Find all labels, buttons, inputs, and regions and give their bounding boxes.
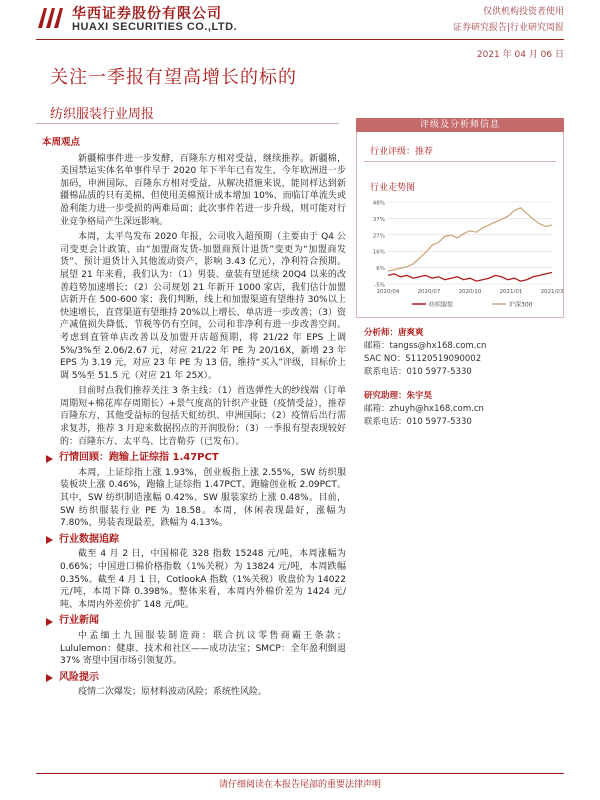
heading-industry-news bbox=[46, 615, 346, 628]
chart-xtick-label: 2020/10 bbox=[458, 289, 482, 295]
chart-xtick-label: 2021/03 bbox=[540, 289, 564, 295]
analyst-1-block bbox=[364, 327, 486, 379]
main-content bbox=[42, 137, 346, 702]
company-name-en: HUAXI SECURITIES CO.,LTD. bbox=[72, 21, 238, 33]
chart-ytick-label: -5% bbox=[374, 282, 385, 289]
paragraph-peacebird: 本周，太平鸟发布 2020 年报，公司收入超预期（主要由于 Q4 公司变更会计政策、由“加盟商发货-加盟商预计退货”变更为“加盟商发货”、预计退货计入其他流动资产，影响 3.43 亿元），净利符合预期。展望 21 年来看，我们认为：（1）男装、童装有望延续 20Q4 以来的改善趋势加速增长；（2）公司规划 21 年新开 1000 家店，我们估计加盟店新开在 500-600 家；我们判断，线上和加盟渠道有望维持 30%以上快速增长，直营渠道有望维持 20%以上增长、单店进一步改善；（3）资产减值损失降低、节税等仍有空间，公司和非净利有进一步改善空间。考虑到直管单店改善以及加盟开店超预期，将 21/22 年 EPS 上调 5%/3%至 2.06/2.67 元，对应 21/22 年 PE 为 20/16X，新增 23 年 EPS 为 3.19 元，对应 23 年 PE 为 13 倍，维持“买入”评级，目标价上调 5%至 51.5 元（对应 21 年 25X）。 bbox=[60, 232, 346, 381]
chart-ytick-label: 6% bbox=[376, 266, 385, 273]
chart-ytick-label: 16% bbox=[372, 249, 385, 256]
analyst-2-block bbox=[364, 390, 484, 429]
chart-series-line-2 bbox=[388, 208, 552, 271]
arrow-icon bbox=[46, 618, 53, 626]
report-title: 关注一季报有望高增长的标的 bbox=[50, 67, 297, 88]
chart-legend-label: 沪深300 bbox=[509, 301, 533, 309]
rating-divider bbox=[364, 161, 556, 162]
arrow-icon bbox=[46, 455, 53, 463]
heading-market-review-text: 行情回顾：跑输上证综指 1.47PCT bbox=[59, 452, 219, 464]
analyst-2-name: 研究助理：朱宇昊 bbox=[364, 391, 433, 401]
chart-ytick-label: 37% bbox=[372, 216, 385, 223]
chart-ytick-label: 48% bbox=[372, 200, 385, 207]
paragraph-main-lines: 目前时点我们推荐关注 3 条主线：（1）首选弹性大的纱线端（订单周期短+棉花库存周期长）+景气度高的针织产业链（疫情受益），推荐百隆东方，其他受益标的包括天虹纺织、申洲国际；（2）疫情后出行需求复苏，推荐 3 月迎来数据拐点的开润股份；（3）一季报有望表现较好的：百隆东方、太平鸟、比音勒芬（已发布）。 bbox=[60, 386, 346, 447]
industry-rating: 行业评级：推荐 bbox=[370, 147, 434, 157]
footer-divider bbox=[36, 773, 564, 774]
chart-xtick-label: 2020/04 bbox=[376, 289, 400, 295]
heading-industry-news-text: 行业新闻 bbox=[59, 615, 99, 627]
analyst-1-email[interactable]: 邮箱：tangss@hx168.com.cn bbox=[364, 341, 487, 351]
paragraph-industry-news: 中孟缅土九国服装制造商：联合抗议零售商霸王条款；Lululemon：健康、技术和社区——成功法宝；SMCP：全年盈利倒退 37% 寄望中国市场引领复苏。 bbox=[60, 630, 346, 667]
chart-xtick-label: 2021/01 bbox=[499, 289, 523, 295]
analyst-1-sac: SAC NO：S1120519090002 bbox=[364, 354, 482, 364]
analyst-1-phone: 联系电话：010 5977-5330 bbox=[364, 367, 472, 377]
arrow-icon bbox=[46, 674, 53, 682]
chart-title: 行业走势图 bbox=[370, 183, 416, 193]
section-label-views: 本周观点 bbox=[42, 137, 81, 148]
legal-disclaimer[interactable]: 请仔细阅读在本报告尾部的重要法律声明 bbox=[218, 780, 381, 790]
analyst-2-phone: 联系电话：010 5977-5330 bbox=[364, 417, 472, 427]
analyst-1-name: 分析师：唐爽爽 bbox=[364, 328, 424, 338]
heading-data-tracking bbox=[46, 534, 346, 547]
chart-ytick-label: 27% bbox=[372, 233, 385, 240]
paragraph-data-tracking: 截至 4 月 2 日，中国棉花 328 指数 15248 元/吨，本周涨幅为 0.66%；中国进口棉价格指数（1%关税）为 13824 元/吨，本周跌幅 0.35%。截至 4 月 1 日，CotlookA 指数（1%关税）收盘价为 14022 元/吨，本周下降 0.398%。整体来看，本周内外棉价差为 1424 元/吨、本周内外差价扩 148 元/吨。 bbox=[60, 549, 346, 610]
paragraph-cotton-event: 新疆棉事件进一步发酵，百隆东方相对受益，继续推荐。新疆棉，美国禁运实体名单事件早于 2020 年下半年已有发生，今年欧洲进一步加码，申洲国际、百隆东方相对受益，从解决措施来说，能同样达到新疆棉品质的只有美棉、但使用美棉预计成本增加 10%、而临订单流失或盈利能力进一步受损的两难局面；此次事件若进一步升级，则可能对行业竞争格局产生深远影响。 bbox=[60, 153, 346, 227]
industry-trend-chart bbox=[362, 196, 564, 312]
analyst-2-email[interactable]: 邮箱：zhuyh@hx168.com.cn bbox=[364, 404, 484, 414]
arrow-icon bbox=[46, 536, 53, 544]
company-logo bbox=[36, 6, 66, 30]
report-type: 证券研究报告|行业研究周报 bbox=[452, 23, 564, 33]
industry-subtitle: 纺织服装行业周报 bbox=[50, 107, 155, 122]
company-name-cn: 华西证券股份有限公司 bbox=[72, 6, 222, 22]
audience-note: 仅供机构投资者使用 bbox=[482, 7, 564, 17]
chart-series-line-1 bbox=[388, 273, 552, 282]
heading-data-tracking-text: 行业数据追踪 bbox=[59, 533, 119, 545]
header-divider bbox=[36, 39, 564, 40]
heading-market-review bbox=[46, 452, 346, 465]
heading-risk-text: 风险提示 bbox=[59, 671, 99, 683]
chart-xtick-label: 2020/07 bbox=[417, 289, 441, 295]
paragraph-market-review: 本周，上证综指上涨 1.93%，创业板指上涨 2.55%，SW 纺织服装板块上涨 0.46%，跑输上证综指 1.47PCT、跑输创业板 2.09PCT。其中，SW 纺织制造涨幅 0.42%、SW 服装家纺上涨 0.48%。目前，SW 纺织服装行业 PE 为 18.58。本周，休闲表现最好，涨幅为 7.80%，男装表现最差，跌幅为 4.13%。 bbox=[60, 467, 346, 529]
subtitle-divider bbox=[36, 123, 339, 124]
chart-legend-label: 纺织服装 bbox=[429, 301, 454, 309]
sidebar-header: 评级及分析师信息 bbox=[356, 118, 564, 132]
report-date: 2021 年 04 月 06 日 bbox=[476, 50, 564, 60]
heading-risk bbox=[46, 672, 346, 685]
paragraph-risk: 疫情二次爆发；原材料波动风险；系统性风险。 bbox=[78, 687, 268, 698]
